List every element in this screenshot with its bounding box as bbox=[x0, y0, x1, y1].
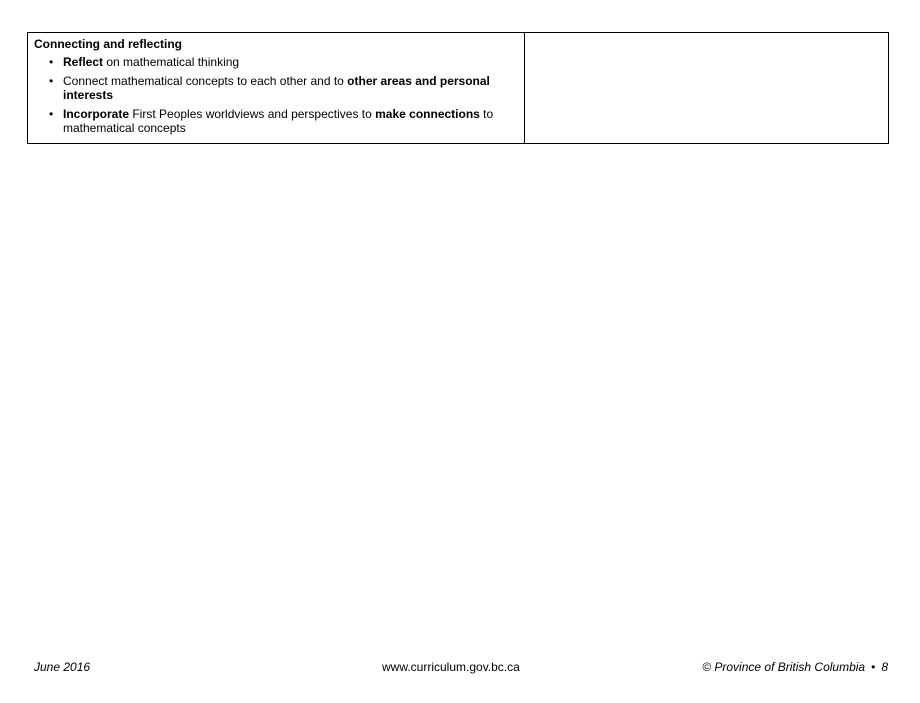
separator-bullet: • bbox=[871, 660, 876, 674]
footer-date: June 2016 bbox=[34, 660, 91, 674]
curriculum-table bbox=[27, 32, 889, 144]
item-text: Connect mathematical concepts to each other and to bbox=[63, 74, 348, 88]
bullet-icon: • bbox=[49, 74, 54, 88]
list-item bbox=[34, 55, 518, 69]
item-text-bold: Reflect bbox=[63, 55, 104, 69]
footer-url-link[interactable]: www.curriculum.gov.bc.ca bbox=[382, 660, 520, 674]
item-text-bold: other areas and personal interests bbox=[63, 74, 490, 102]
item-text-bold: make connections bbox=[375, 107, 480, 121]
table-cell-empty bbox=[525, 33, 888, 143]
table-cell-competencies bbox=[28, 33, 525, 143]
item-text: to mathematical concepts bbox=[63, 107, 494, 135]
copyright-text: © Province of British Columbia bbox=[702, 660, 866, 674]
section-heading: Connecting and reflecting bbox=[34, 37, 183, 51]
bullet-icon: • bbox=[49, 55, 54, 69]
item-text: on mathematical thinking bbox=[103, 55, 240, 69]
bullet-icon: • bbox=[49, 107, 54, 121]
item-text: First Peoples worldviews and perspectives to bbox=[129, 107, 376, 121]
list-item bbox=[34, 107, 518, 135]
competency-list bbox=[34, 55, 518, 135]
footer-copyright bbox=[702, 660, 888, 674]
item-text-bold: Incorporate bbox=[63, 107, 130, 121]
page-number: 8 bbox=[881, 660, 888, 674]
list-item bbox=[34, 74, 518, 102]
